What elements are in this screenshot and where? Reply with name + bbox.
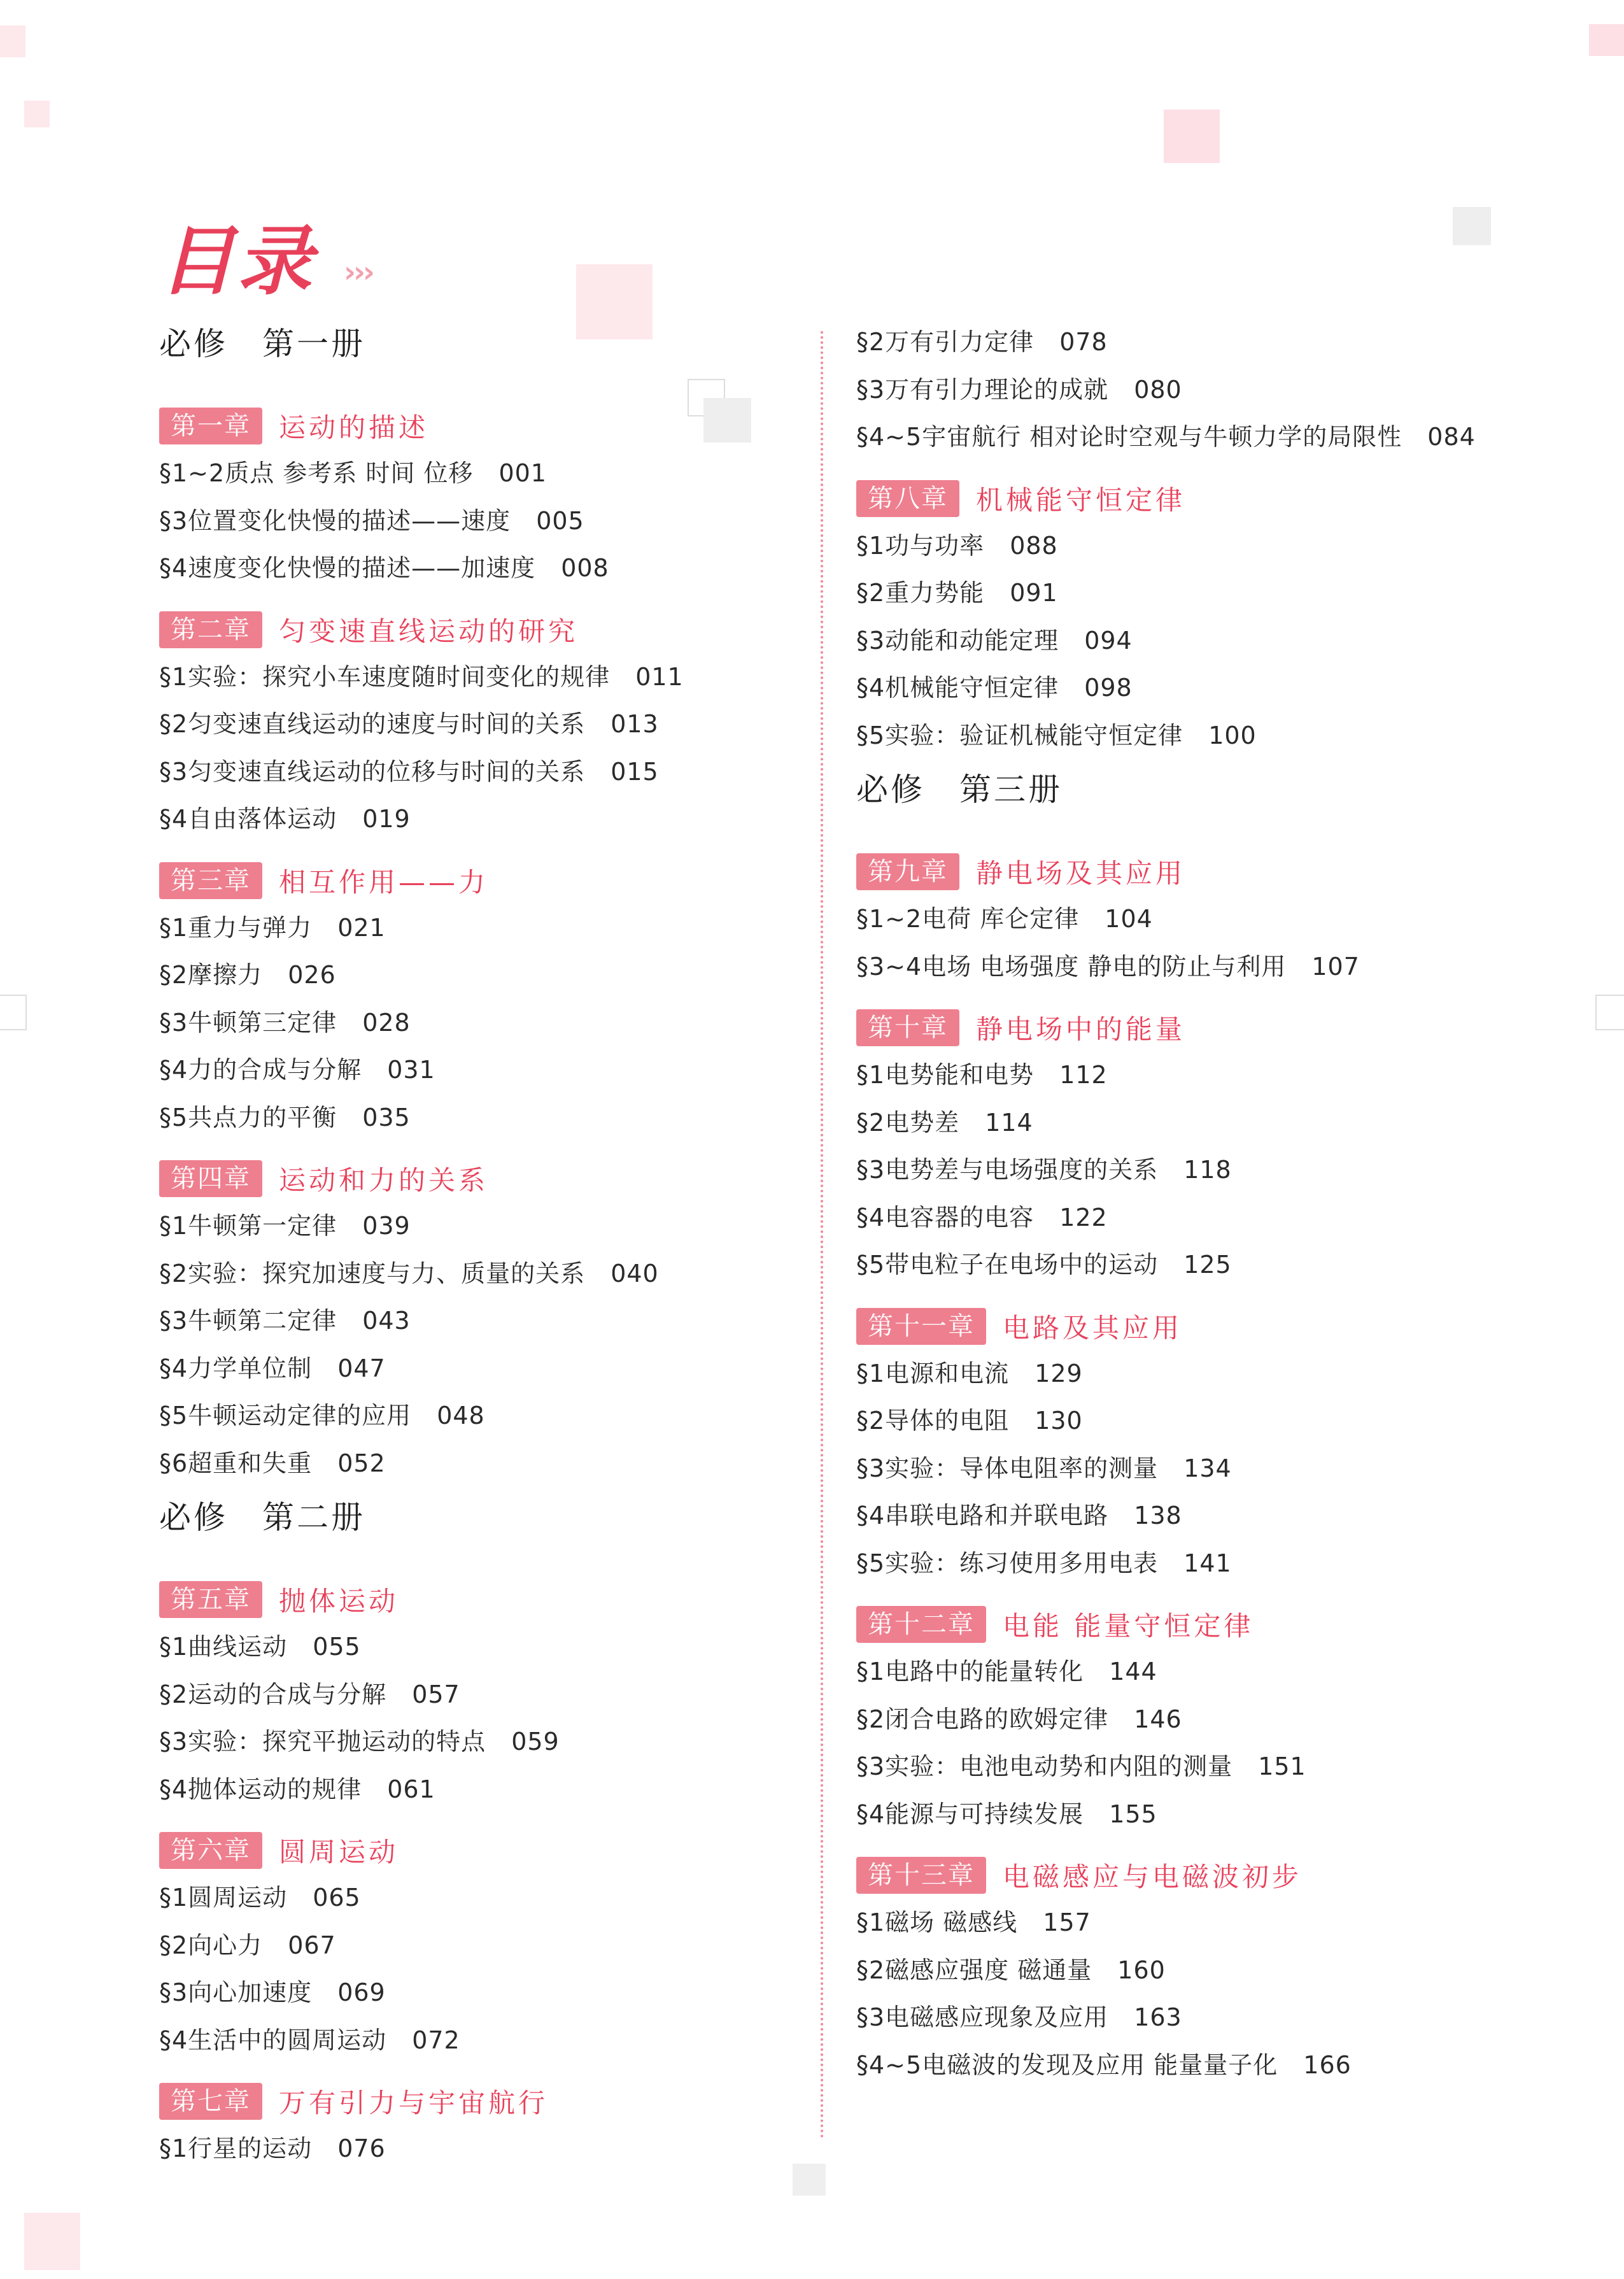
chapter-heading (159, 1580, 789, 1619)
page-number: 122 (1059, 1203, 1108, 1232)
section-title: §3万有引力理论的成就 (856, 375, 1109, 404)
decor-bracket-right (1595, 995, 1624, 1030)
page-number: 100 (1208, 721, 1257, 749)
page-number: 040 (611, 1259, 659, 1288)
chapter-title: 运动的描述 (279, 412, 429, 443)
toc-entry[interactable] (159, 1392, 789, 1440)
section-title: §1电源和电流 (856, 1359, 1010, 1388)
chapter-heading (856, 1856, 1544, 1895)
toc-entry[interactable] (856, 1947, 1544, 1994)
chapter-heading (159, 2082, 789, 2121)
chapter-number-badge: 第五章 (159, 1581, 262, 1618)
page-number: 088 (1010, 531, 1058, 560)
toc-entry[interactable] (856, 1743, 1544, 1791)
toc-entry[interactable] (856, 1397, 1544, 1445)
chapter-number-badge: 第七章 (159, 2083, 262, 2120)
page-number: 166 (1303, 2050, 1352, 2079)
section-title: §3牛顿第二定律 (159, 1307, 337, 1335)
page-number: 057 (412, 1680, 460, 1708)
toc-entry[interactable] (159, 1623, 789, 1671)
section-title: §3牛顿第三定律 (159, 1008, 337, 1037)
page-number: 084 (1427, 423, 1476, 451)
toc-entry[interactable] (856, 1492, 1544, 1540)
decor-square (0, 25, 25, 57)
decor-square (24, 2213, 80, 2270)
page-number: 114 (985, 1108, 1033, 1137)
chapter-title: 机械能守恒定律 (976, 484, 1186, 516)
toc-entry[interactable] (159, 1297, 789, 1345)
page-number: 028 (362, 1008, 411, 1037)
toc-entry[interactable] (856, 1899, 1544, 1947)
section-title: §5共点力的平衡 (159, 1103, 337, 1132)
page-number: 098 (1084, 674, 1133, 702)
section-title: §5实验：验证机械能守恒定律 (856, 721, 1183, 749)
chapter-number-badge: 第十章 (856, 1009, 959, 1046)
page-title: 目录 (159, 217, 315, 305)
page-number: 157 (1043, 1908, 1091, 1936)
section-title: §3向心加速度 (159, 1978, 313, 2006)
chapter-number-badge: 第一章 (159, 408, 262, 444)
toc-entry[interactable] (159, 497, 789, 545)
page-number: 031 (387, 1056, 435, 1084)
page-number: 047 (337, 1354, 386, 1382)
chapter-number-badge: 第八章 (856, 480, 959, 517)
toc-entry[interactable] (159, 1671, 789, 1719)
page-number: 138 (1134, 1502, 1182, 1530)
toc-entry[interactable] (159, 1718, 789, 1766)
chapter-title: 圆周运动 (279, 1836, 399, 1868)
section-title: §4电容器的电容 (856, 1203, 1034, 1232)
page-number: 055 (313, 1633, 361, 1661)
page-number: 039 (362, 1212, 411, 1240)
toc-entry[interactable] (856, 1099, 1544, 1147)
page-number: 001 (498, 459, 547, 487)
chapter-heading (856, 479, 1544, 518)
toc-entry[interactable] (856, 617, 1544, 665)
chapter-heading (159, 861, 789, 900)
book-heading: 必修 第三册 (856, 771, 1063, 808)
section-title: §5带电粒子在电场中的运动 (856, 1251, 1159, 1279)
page-number: 107 (1311, 952, 1360, 981)
decor-square (1164, 110, 1220, 163)
chapter-heading (159, 1831, 789, 1870)
chapter-title: 匀变速直线运动的研究 (279, 615, 579, 647)
toc-entry[interactable] (856, 413, 1544, 461)
toc-entry[interactable] (159, 1202, 789, 1250)
chapter-number-badge: 第十一章 (856, 1308, 986, 1345)
section-title: §2摩擦力 (159, 961, 263, 989)
chapter-heading (159, 1159, 789, 1198)
toc-entry[interactable] (159, 1969, 789, 2017)
toc-entry[interactable] (856, 1241, 1544, 1289)
section-title: §1曲线运动 (159, 1633, 288, 1661)
page-number: 072 (412, 2026, 460, 2054)
toc-entry[interactable] (159, 2017, 789, 2064)
chapter-heading (856, 1605, 1544, 1644)
section-title: §2重力势能 (856, 579, 985, 607)
section-title: §1~2质点 参考系 时间 位移 (159, 459, 474, 487)
page-number: 076 (337, 2134, 386, 2162)
section-title: §3实验：探究平抛运动的特点 (159, 1728, 486, 1756)
toc-entry[interactable] (856, 664, 1544, 712)
toc-entry[interactable] (159, 653, 789, 701)
toc-entry[interactable] (159, 1094, 789, 1142)
page-number: 008 (561, 554, 609, 582)
section-title: §1磁场 磁感线 (856, 1908, 1018, 1936)
section-title: §6超重和失重 (159, 1449, 313, 1477)
chapter-title: 万有引力与宇宙航行 (279, 2087, 549, 2119)
toc-entry[interactable] (856, 522, 1544, 570)
chevron-right-icon: ››› (344, 255, 372, 289)
page-number: 160 (1117, 1956, 1166, 1984)
column-divider (821, 331, 823, 2140)
decor-bracket-left (0, 995, 27, 1030)
section-title: §5牛顿运动定律的应用 (159, 1402, 412, 1430)
toc-entry[interactable] (159, 1922, 789, 1970)
section-title: §2向心力 (159, 1931, 263, 1959)
toc-entry[interactable] (856, 712, 1544, 760)
page-number: 026 (288, 961, 336, 989)
page-number: 005 (536, 506, 584, 535)
toc-entry[interactable] (159, 1046, 789, 1094)
page-number: 144 (1109, 1658, 1157, 1686)
toc-entry[interactable] (159, 544, 789, 592)
book-heading: 必修 第一册 (159, 325, 365, 362)
chapter-title: 相互作用——力 (279, 866, 489, 898)
section-title: §2磁感应强度 磁通量 (856, 1956, 1092, 1984)
section-title: §2运动的合成与分解 (159, 1680, 387, 1708)
toc-entry[interactable] (159, 904, 789, 952)
page-number: 069 (337, 1978, 386, 2006)
page-number: 011 (635, 662, 684, 691)
section-title: §4速度变化快慢的描述——加速度 (159, 554, 536, 582)
section-title: §3匀变速直线运动的位移与时间的关系 (159, 757, 586, 786)
chapter-title: 电路及其应用 (1003, 1312, 1183, 1344)
section-title: §4机械能守恒定律 (856, 674, 1059, 702)
chapter-heading (856, 1307, 1544, 1346)
page-number: 078 (1059, 328, 1108, 356)
section-title: §4力学单位制 (159, 1354, 313, 1382)
section-title: §4自由落体运动 (159, 805, 337, 833)
section-title: §1电路中的能量转化 (856, 1658, 1084, 1686)
toc-entry[interactable] (856, 1791, 1544, 1838)
page-number: 021 (337, 913, 386, 942)
section-title: §1~2电荷 库仑定律 (856, 905, 1080, 933)
chapter-heading (159, 610, 789, 650)
toc-entry[interactable] (159, 748, 789, 796)
section-title: §3~4电场 电场强度 静电的防止与利用 (856, 952, 1287, 981)
toc-entry[interactable] (159, 999, 789, 1047)
chapter-title: 静电场中的能量 (976, 1014, 1186, 1045)
section-title: §5实验：练习使用多用电表 (856, 1549, 1159, 1577)
chapter-number-badge: 第三章 (159, 862, 262, 899)
toc-column-left (159, 318, 789, 2173)
section-title: §1重力与弹力 (159, 913, 313, 942)
section-title: §2实验：探究加速度与力、质量的关系 (159, 1259, 586, 1288)
section-title: §1牛顿第一定律 (159, 1212, 337, 1240)
page-number: 155 (1109, 1800, 1157, 1828)
toc-entry[interactable] (856, 1648, 1544, 1696)
page-number: 163 (1134, 2003, 1182, 2031)
section-title: §2导体的电阻 (856, 1407, 1010, 1435)
section-title: §4抛体运动的规律 (159, 1775, 362, 1803)
section-title: §1行星的运动 (159, 2134, 313, 2162)
section-title: §4串联电路和并联电路 (856, 1502, 1109, 1530)
chapter-heading (159, 406, 789, 446)
page-number: 146 (1134, 1705, 1182, 1733)
toc-entry[interactable] (856, 318, 1544, 366)
page-number: 091 (1010, 579, 1058, 607)
page-number: 151 (1258, 1752, 1306, 1780)
section-title: §3电势差与电场强度的关系 (856, 1156, 1159, 1184)
chapter-number-badge: 第十三章 (856, 1857, 986, 1894)
section-title: §4力的合成与分解 (159, 1056, 362, 1084)
page-number: 043 (362, 1307, 411, 1335)
page-number: 125 (1183, 1251, 1232, 1279)
toc-entry[interactable] (159, 1345, 789, 1393)
section-title: §4~5宇宙航行 相对论时空观与牛顿力学的局限性 (856, 423, 1402, 451)
chapter-number-badge: 第四章 (159, 1160, 262, 1197)
page-number: 080 (1134, 375, 1182, 404)
section-title: §1圆周运动 (159, 1884, 288, 1912)
chapter-title: 电能 能量守恒定律 (1003, 1610, 1254, 1642)
toc-entry[interactable] (856, 1696, 1544, 1743)
toc-entry[interactable] (856, 2041, 1544, 2089)
page-number: 141 (1183, 1549, 1232, 1577)
section-title: §4~5电磁波的发现及应用 能量量子化 (856, 2050, 1278, 2079)
section-title: §2闭合电路的欧姆定律 (856, 1705, 1109, 1733)
chapter-number-badge: 第九章 (856, 853, 959, 890)
chapter-number-badge: 第六章 (159, 1832, 262, 1869)
section-title: §2匀变速直线运动的速度与时间的关系 (159, 710, 586, 738)
page-number: 118 (1183, 1156, 1232, 1184)
page-number: 059 (511, 1728, 560, 1756)
section-title: §3动能和动能定理 (856, 626, 1059, 655)
section-title: §3实验：电池电动势和内阻的测量 (856, 1752, 1233, 1780)
book-heading: 必修 第二册 (159, 1499, 365, 1536)
toc-header (159, 217, 427, 306)
chapter-heading (856, 852, 1544, 891)
section-title: §4能源与可持续发展 (856, 1800, 1084, 1828)
toc-entry[interactable] (159, 1250, 789, 1298)
chapter-title: 运动和力的关系 (279, 1165, 489, 1196)
decor-square (1453, 207, 1491, 245)
section-title: §4生活中的圆周运动 (159, 2026, 387, 2054)
section-title: §2万有引力定律 (856, 328, 1034, 356)
toc-entry[interactable] (856, 1445, 1544, 1493)
page-number: 130 (1034, 1407, 1083, 1435)
page-number: 067 (288, 1931, 336, 1959)
toc-entry[interactable] (856, 895, 1544, 943)
toc-entry[interactable] (856, 1146, 1544, 1194)
section-title: §3位置变化快慢的描述——速度 (159, 506, 511, 535)
decor-square (24, 101, 50, 127)
page-number: 048 (437, 1402, 485, 1430)
page-number: 019 (362, 805, 411, 833)
toc-entry[interactable] (856, 1194, 1544, 1242)
toc-entry[interactable] (159, 795, 789, 843)
page-number: 129 (1034, 1359, 1083, 1388)
toc-entry[interactable] (159, 2125, 789, 2173)
toc-entry[interactable] (856, 1051, 1544, 1099)
chapter-number-badge: 第二章 (159, 611, 262, 648)
toc-entry[interactable] (856, 943, 1544, 991)
toc-column-right (856, 318, 1544, 2089)
chapter-title: 电磁感应与电磁波初步 (1003, 1861, 1303, 1892)
section-title: §1电势能和电势 (856, 1061, 1034, 1089)
page-number: 013 (611, 710, 659, 738)
decor-square (793, 2164, 826, 2196)
page-number: 061 (387, 1775, 435, 1803)
toc-entry[interactable] (159, 1766, 789, 1814)
toc-entry[interactable] (159, 700, 789, 748)
toc-entry[interactable] (856, 366, 1544, 414)
chapter-number-badge: 第十二章 (856, 1606, 986, 1643)
chapter-title: 静电场及其应用 (976, 858, 1186, 889)
toc-entry[interactable] (159, 1874, 789, 1922)
page-number: 094 (1084, 626, 1133, 655)
toc-entry[interactable] (159, 951, 789, 999)
section-title: §1实验：探究小车速度随时间变化的规律 (159, 662, 611, 691)
page-number: 134 (1183, 1454, 1232, 1482)
page-number: 065 (313, 1884, 361, 1912)
toc-entry[interactable] (856, 1994, 1544, 2041)
section-title: §2电势差 (856, 1108, 960, 1137)
toc-entry[interactable] (159, 1440, 789, 1487)
page-number: 035 (362, 1103, 411, 1132)
page-number: 015 (611, 757, 659, 786)
decor-square (1589, 24, 1624, 56)
toc-entry[interactable] (159, 450, 789, 497)
page-number: 052 (337, 1449, 386, 1477)
toc-entry[interactable] (856, 1350, 1544, 1398)
toc-entry[interactable] (856, 1540, 1544, 1587)
page-number: 112 (1059, 1061, 1108, 1089)
chapter-title: 抛体运动 (279, 1586, 399, 1617)
page-number: 104 (1105, 905, 1153, 933)
toc-entry[interactable] (856, 569, 1544, 617)
section-title: §3实验：导体电阻率的测量 (856, 1454, 1159, 1482)
chapter-heading (856, 1008, 1544, 1047)
section-title: §3电磁感应现象及应用 (856, 2003, 1109, 2031)
section-title: §1功与功率 (856, 531, 985, 560)
